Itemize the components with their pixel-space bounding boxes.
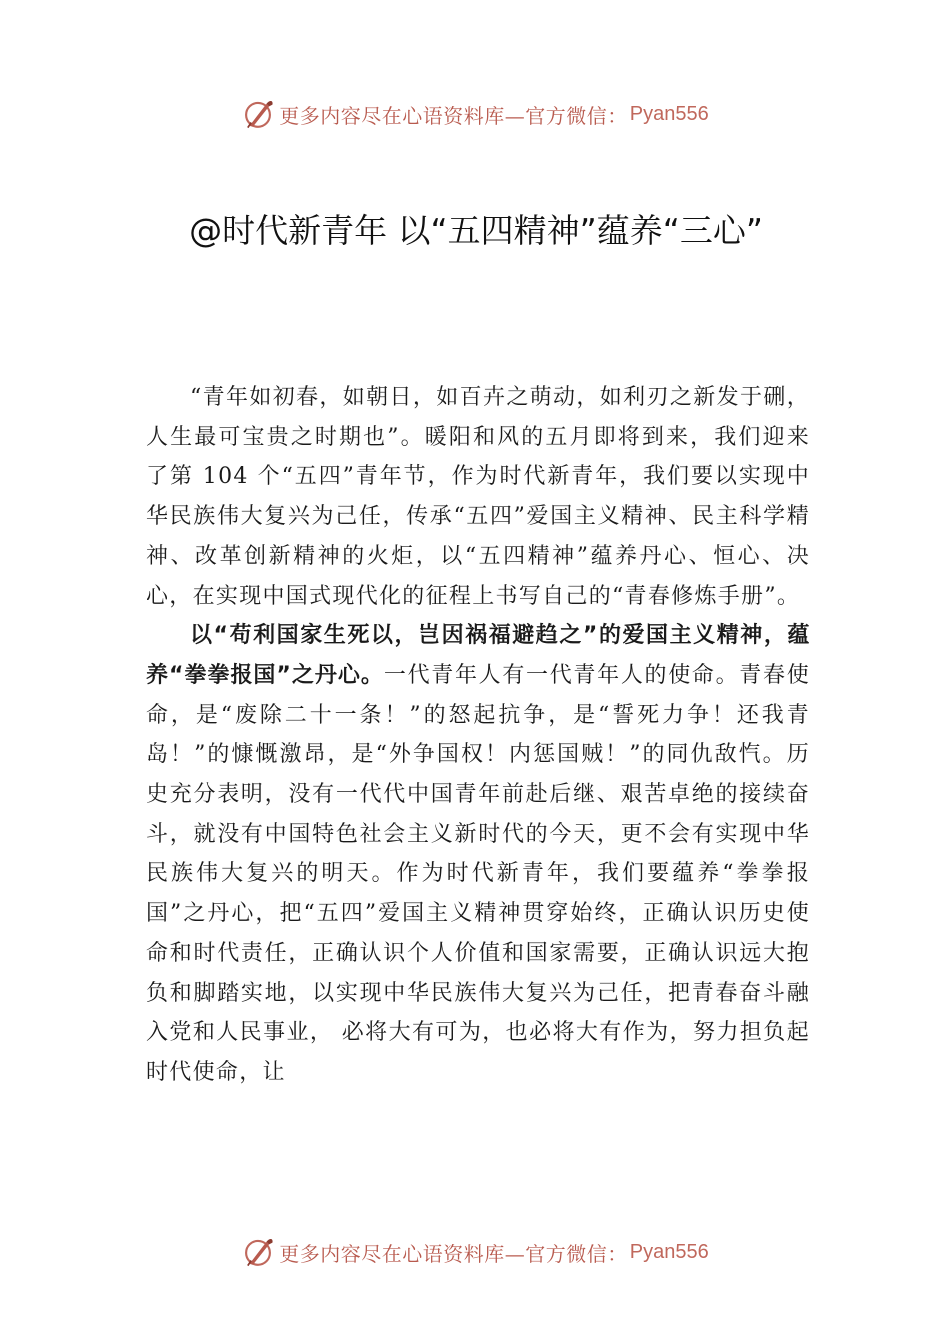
paragraph-lead-heading: 以“苟利国家生死以，岂因祸福避趋之”的爱国主义精神，蕴养“拳拳报国”之丹心。 bbox=[146, 623, 810, 688]
banner-wechat-id: Pyan556 bbox=[629, 102, 709, 125]
footer-watermark-banner bbox=[0, 1232, 950, 1272]
quill-logo-icon bbox=[241, 1235, 275, 1269]
document-body bbox=[146, 378, 810, 1093]
paragraph-body-text: 一代青年人有一代青年人的使命。青春使命，是“废除二十一条！”的怒起抗争，是“誓死力争！还我青岛！”的慷慨激昂，是“外争国权！内惩国贼！”的同仇敌忾。历史充分表明，没有一代代中国青年前赴后继、艰苦卓绝的接续奋斗，就没有中国特色社会主义新时代的今天，更不会有实现中华民族伟大复兴的明天。作为时代新青年，我们要蕴养“拳拳报国”之丹心，把“五四”爱国主义精神贯穿始终，正确认识历史使命和时代责任，正确认识个人价值和国家需要，正确认识远大抱负和脚踏实地，以实现中华民族伟大复兴为己任，把青春奋斗融入党和人民事业， 必将大有可为，也必将大有作为，努力担负起时代使命，让 bbox=[146, 662, 810, 1085]
banner-wechat-id: Pyan556 bbox=[629, 1240, 709, 1263]
banner-text: 更多内容尽在心语资料库—官方微信： bbox=[279, 103, 628, 128]
document-title: @时代新青年 以“五四精神”蕴养“三心” bbox=[189, 211, 763, 250]
paragraph-patriotism bbox=[146, 616, 810, 1092]
header-watermark-banner bbox=[0, 94, 950, 134]
paragraph-intro: “青年如初春，如朝日，如百卉之萌动，如利刃之新发于硎，人生最可宝贵之时期也”。暖阳和风的五月即将到来，我们迎来了第 104 个“五四”青年节，作为时代新青年，我们要以实现中华民族伟大复兴为己任，传承“五四”爱国主义精神、民主科学精神、改革创新精神的火炬，以“五四精神”蕴养丹心、恒心、决心，在实现中国式现代化的征程上书写自己的“青春修炼手册”。 bbox=[146, 385, 810, 609]
quill-logo-icon bbox=[241, 97, 275, 131]
banner-text: 更多内容尽在心语资料库—官方微信： bbox=[279, 1241, 628, 1266]
